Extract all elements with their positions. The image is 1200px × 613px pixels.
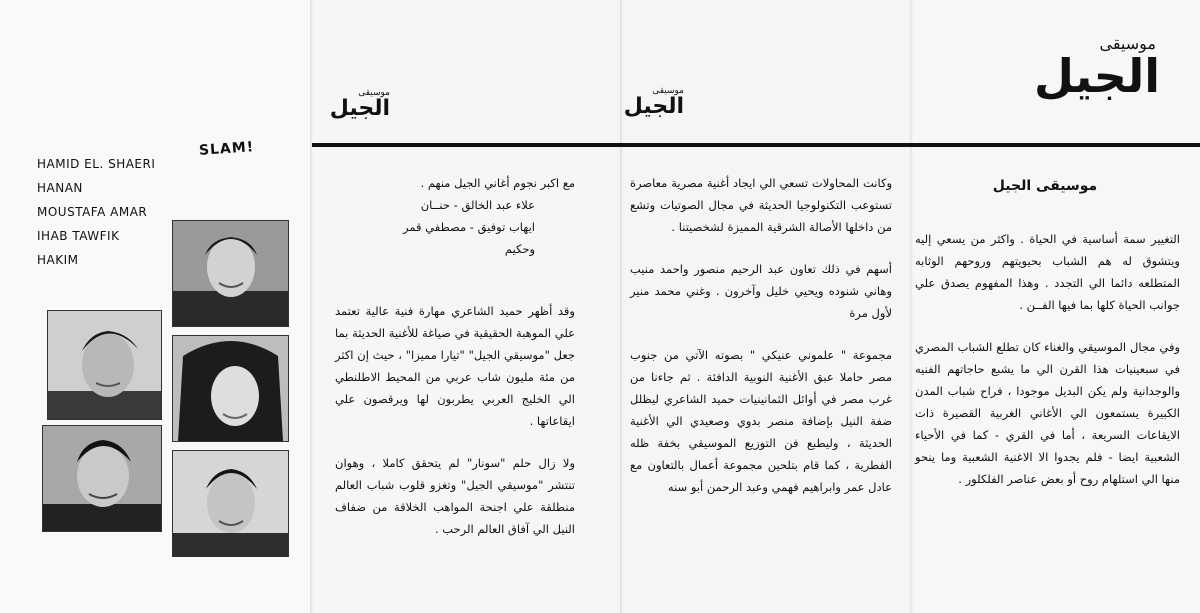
brand-logo-medium [620,86,684,118]
text-column-intro [915,228,1180,510]
slam-badge: SLAM! [198,139,255,159]
paragraph: التغيير سمة أساسية في الحياة . واكثر من يسعي إليه ويتشوق له هم الشباب بحيويتهم وروحهم الوثابه المتطلعه دائما الي التجدد . وهذا المفهوم يصدق علي جوانب الحياة كلها بما فيها الفــن . [915,232,1180,312]
paragraph: وقد أظهر حميد الشاعري مهارة فنية عالية تعتمد علي الموهبة الحقيقية في صياغة للأغنية الحديثة بما جعل "موسيقي الجيل" "تيارا مميزا" ، حيث إن اكثر من مئة مليون شاب عربي من المحيط الاطلنطي الي الخليج العربي يطربون لها ويرقصون علي ايقاعاتها . [335,304,575,428]
paragraph: وفي مجال الموسيقي والغناء كان تطلع الشباب المصري في سبعينيات هذا القرن الي ما يشبع حاجاتهم الفنيه والوجدانية ولم يكن البديل موجودا ، فراح شباب المدن الكبيرة يستمعون الي الأغاني الغربية القصيرة ذات الايقاعات السريعة ، أما في القري - كما في الأحياء الشعبية ايضا - فلم يجدوا الا الاغنية الشعبية وما ينحو منها الي استلهام روح أو بعض عناصر الفلكلور . [915,340,1180,486]
logo-big-text: الجيل [329,96,390,121]
artist-list [37,152,155,272]
section-title: موسيقى الجيل [992,178,1098,194]
logo-small-text: موسيقى [358,88,390,98]
artist-name: IHAB TAWFIK [37,229,120,243]
paragraph: مجموعة " علموني عنيكي " بصوته الآتي من جنوب مصر حاملا عبق الأغنية النوبية الدافئة . ثم جاءنا من غرب مصر في أوائل الثمانينيات حميد الشاعري ليظلل ضفة النيل بإضافة منصر بدوي وصعيدي الي الأغنية الحديثة ، وليطبع فن التوزيع الموسيقي بخفة ظله الفطرية ، كما قام بتلحين مجموعة أعمال بالتعاون مع عادل عمر وابراهيم فهمي وعبد الرحمن أبو سنه [630,348,892,494]
paragraph: أسهم في ذلك تعاون عبد الرحيم منصور واحمد منيب وهاني شنوده ويحيي خليل وآخرون . وغني محمد منير لأول مرة [630,262,892,320]
artist-name: HAKIM [37,253,79,267]
text-column-stars [335,172,575,560]
brand-logo-small [330,88,390,120]
header-rule [312,143,1200,147]
logo-big-text: الجيل [623,94,684,119]
logo-small-text: موسيقى [1099,34,1156,53]
artist-photo [172,220,289,327]
brand-logo-large [1010,34,1160,103]
artist-name: HAMID EL. SHAERI [37,157,156,171]
logo-big-text: الجيل [1033,49,1160,103]
stars-intro: مع اكبر نجوم أغاني الجيل منهم . [420,176,575,190]
fold-line [310,0,313,613]
artist-photo [47,310,162,420]
text-column-history [630,172,892,518]
paragraph: وكانت المحاولات تسعي الي ايجاد أغنية مصرية معاصرة تستوعب التكنولوجيا الحديثة في مجال الصوتيات وتشع من داخلها الأصالة الشرقية المميزة لشخصيتنا . [630,176,892,234]
stars-line: علاء عبد الخالق - حنــان [420,198,535,212]
paragraph: ولا زال حلم "سونار" لم يتحقق كاملا ، وهوان تنتشر "موسيقي الجيل" وتغزو قلوب شباب العالم منطلقة علي اجنحة المواهب الخلاقة من ضفاف النيل الي آفاق العالم الرحب . [335,456,575,536]
stars-line: ايهاب توفيق - مصطفي قمر [403,220,535,234]
artist-name: HANAN [37,181,83,195]
logo-small-text: موسيقى [652,86,684,96]
artist-photo [42,425,162,532]
artist-name: MOUSTAFA AMAR [37,205,148,219]
stars-line: وحكيم [504,242,535,256]
artist-photo [172,450,289,557]
artist-photo [172,335,289,442]
fold-line [910,0,913,613]
